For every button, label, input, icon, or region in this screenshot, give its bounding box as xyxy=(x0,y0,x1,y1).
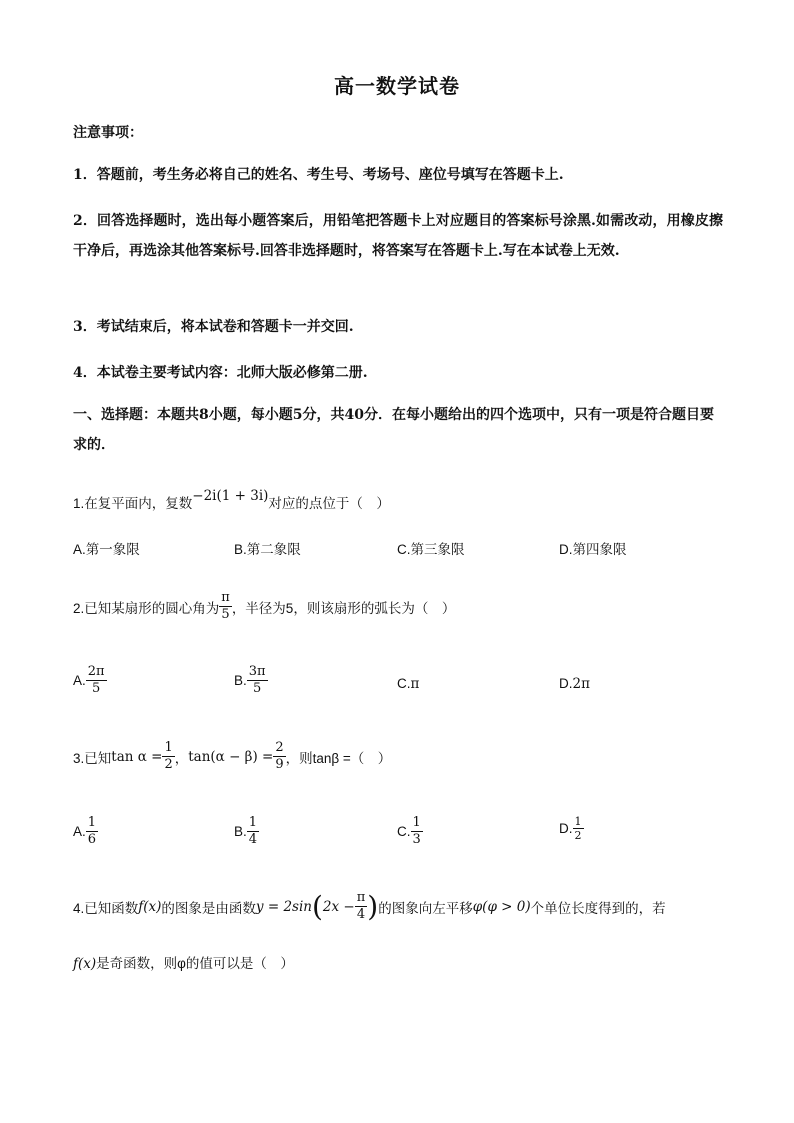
q1-option-c: C.第三象限 xyxy=(397,542,465,557)
q4-mid1: 的图象是由函数 xyxy=(161,900,256,916)
q2-angle-fraction: $\frac{\pi}{5}$ xyxy=(221,590,230,622)
q4-inner: 2x − xyxy=(322,898,355,915)
page-title: 高一数学试卷 xyxy=(334,74,460,98)
q4-phi: φ(φ > 0) xyxy=(472,898,531,915)
q3-tan-alpha-minus-beta: tan(α − β) = xyxy=(188,748,274,765)
q3-tan-alpha: tan α = xyxy=(111,748,163,765)
q4-line2-fx: f(x) xyxy=(73,956,97,972)
q4-inner-fraction: $\frac{\pi}{4}$ xyxy=(356,890,366,922)
q2-prefix: 2.已知某扇形的圆心角为 xyxy=(73,600,220,616)
q2-option-a: A. $\frac{2\pi}{5}$ xyxy=(73,664,105,696)
q2-option-c: C.π xyxy=(397,676,420,692)
notice-item-2: 2．回答选择题时，选出每小题答案后，用铅笔把答题卡上对应题目的答案标号涂黑.如需改动，用橡皮擦干净后，再选涂其他答案标号.回答非选择题时，将答案写在答题卡上.写在本试卷上无效. xyxy=(73,213,723,259)
q3-option-a: A. $\frac{1}{6}$ xyxy=(73,815,97,847)
question-4-line-2 xyxy=(73,952,294,972)
q1-expression: −2i(1 + 3i) xyxy=(192,488,269,504)
q3-prefix: 3.已知 xyxy=(73,750,112,766)
q3-fraction-a: $\frac{1}{2}$ xyxy=(164,740,173,772)
question-2 xyxy=(73,590,455,623)
q3-comma: ， xyxy=(174,750,189,766)
question-1 xyxy=(73,488,390,512)
q4-right-paren: ) xyxy=(367,890,379,923)
q4-tail: 个单位长度得到的，若 xyxy=(530,900,666,916)
notice-item-3: 3．考试结束后，将本试卷和答题卡一并交回. xyxy=(73,319,354,335)
q4-fx: f(x) xyxy=(138,898,162,915)
section-heading: 一、选择题：本题共8小题，每小题5分，共40分．在每小题给出的四个选项中，只有一项是符合题目要求的． xyxy=(73,407,714,453)
question-3 xyxy=(73,740,391,773)
q3-option-d: D. $\frac{1}{2}$ xyxy=(559,815,582,842)
q3-option-c: C. $\frac{1}{3}$ xyxy=(397,815,421,847)
q2-option-b: B. $\frac{3\pi}{5}$ xyxy=(234,664,266,696)
q4-mid2: 的图象向左平移 xyxy=(378,900,473,916)
q1-option-b: B.第二象限 xyxy=(234,542,301,557)
q1-option-d: D.第四象限 xyxy=(559,542,627,557)
q3-fraction-ab: $\frac{2}{9}$ xyxy=(275,740,284,772)
q1-option-a: A.第一象限 xyxy=(73,542,140,557)
q4-line2-text: 是奇函数，则φ的值可以是（ ） xyxy=(96,956,294,971)
q2-suffix: ，半径为5，则该扇形的弧长为（ ） xyxy=(231,600,456,616)
q3-option-b: B. $\frac{1}{4}$ xyxy=(234,815,258,847)
q4-prefix: 4.已知函数 xyxy=(73,900,139,916)
notice-item-4: 4．本试卷主要考试内容：北师大版必修第二册. xyxy=(73,365,368,381)
q1-prefix: 1.在复平面内，复数 xyxy=(73,496,193,511)
q4-left-paren: ( xyxy=(311,890,323,923)
q4-func: y = 2sin xyxy=(255,898,312,915)
q1-suffix: 对应的点位于（ ） xyxy=(268,496,390,511)
notice-item-1: 1．答题前，考生务必将自己的姓名、考生号、考场号、座位号填写在答题卡上. xyxy=(73,167,564,183)
q2-option-d: D.2π xyxy=(559,676,590,692)
notice-heading: 注意事项： xyxy=(73,125,143,141)
q3-suffix: ，则tanβ =（ ） xyxy=(285,750,392,766)
question-4 xyxy=(73,890,733,923)
